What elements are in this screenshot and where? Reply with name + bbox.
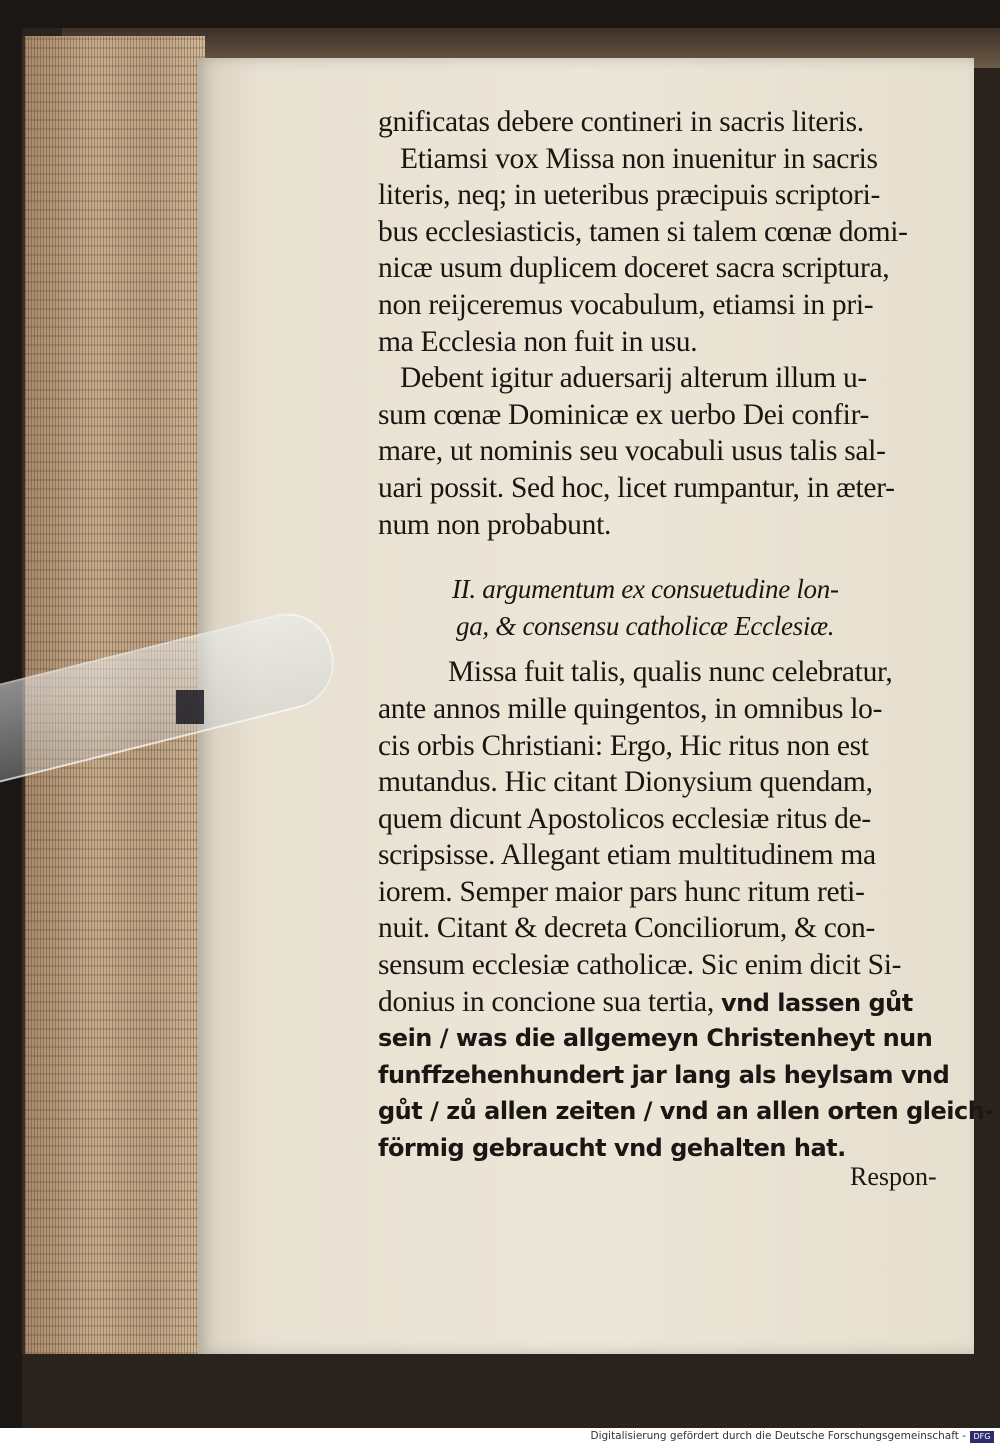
text-line: bus ecclesiasticis, tamen si talem cœnæ domi- bbox=[378, 215, 908, 248]
catchword: Respon- bbox=[850, 1162, 937, 1191]
text-line: ma Ecclesia non fuit in usu. bbox=[378, 325, 698, 358]
text-line: uari possit. Sed hoc, licet rumpantur, in æter- bbox=[378, 471, 895, 504]
gothic-line: gůt / zů allen zeiten / vnd an allen orten gleich- bbox=[378, 1097, 994, 1126]
footer-credit: Digitalisierung gefördert durch die Deutsche Forschungsgemeinschaft - bbox=[590, 1430, 966, 1442]
text-line: sum cœnæ Dominicæ ex uerbo Dei confir- bbox=[378, 398, 870, 431]
text-line: gnificatas debere contineri in sacris literis. bbox=[378, 106, 864, 138]
text-line: cis orbis Christiani: Ergo, Hic ritus non est bbox=[378, 729, 869, 762]
gothic-line: förmig gebraucht vnd gehalten hat. bbox=[378, 1134, 846, 1163]
section-heading: II. argumentum ex consuetudine lon- bbox=[452, 574, 839, 605]
text-line: Missa fuit talis, qualis nunc celebratur, bbox=[448, 656, 893, 689]
text-line: sensum ecclesiæ catholicæ. Sic enim dicit Si- bbox=[378, 949, 902, 982]
text-line: Debent igitur aduersarij alterum illum u- bbox=[400, 362, 867, 395]
text-line: Etiamsi vox Missa non inuenitur in sacris bbox=[400, 142, 878, 175]
text-line: literis, neq; in ueteribus præcipuis scriptori- bbox=[378, 179, 881, 212]
gothic-line: sein / was die allgemeyn Christenheyt nun bbox=[378, 1024, 933, 1053]
page-text bbox=[378, 104, 994, 1167]
section-heading: ga, & consensu catholicæ Ecclesiæ. bbox=[456, 610, 835, 641]
text-line: scripsisse. Allegant etiam multitudinem ma bbox=[378, 839, 876, 872]
text-line: quem dicunt Apostolicos ecclesiæ ritus de- bbox=[378, 802, 871, 835]
text-line: mutandus. Hic citant Dionysium quendam, bbox=[378, 766, 873, 799]
text-line: mare, ut nominis seu vocabuli usus talis sal- bbox=[378, 435, 886, 468]
text-line: iorem. Semper maior pars hunc ritum reti- bbox=[378, 875, 865, 908]
footer-bar bbox=[0, 1428, 1000, 1447]
text-line bbox=[378, 984, 948, 1021]
text-line: nicæ usum duplicem doceret sacra scriptura, bbox=[378, 252, 890, 285]
text-line: num non probabunt. bbox=[378, 508, 612, 541]
gothic-text: vnd lassen gůt bbox=[720, 988, 913, 1017]
text-line: non reijceremus vocabulum, etiamsi in pri- bbox=[378, 288, 874, 321]
text-line: ante annos mille quingentos, in omnibus lo- bbox=[378, 692, 883, 725]
gothic-line: funffzehenhundert jar lang als heylsam vnd bbox=[378, 1060, 950, 1089]
holder-mark bbox=[176, 690, 204, 724]
text-line-latin: donius in concione sua tertia, bbox=[378, 985, 714, 1018]
dfg-logo: DFG bbox=[970, 1431, 994, 1443]
text-line: nuit. Citant & decreta Conciliorum, & con- bbox=[378, 912, 875, 945]
